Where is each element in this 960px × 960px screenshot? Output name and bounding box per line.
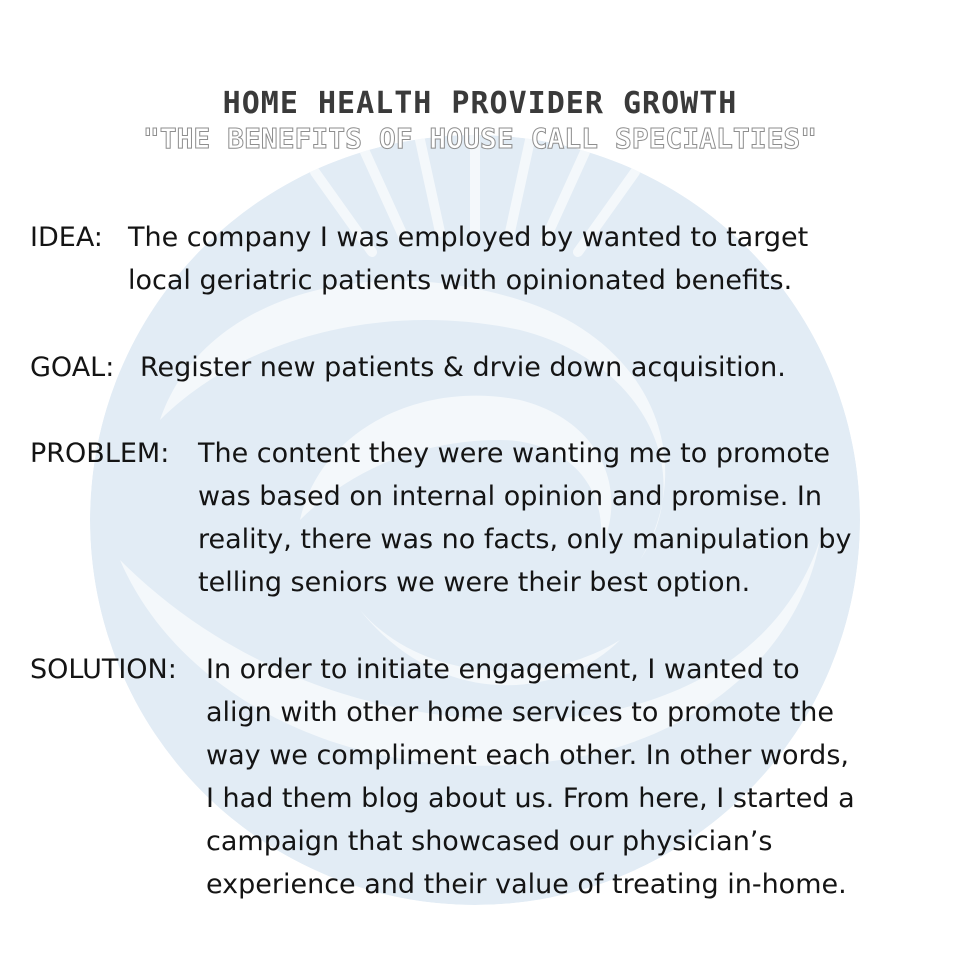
header [0,86,960,156]
section-text-line: The content they were wanting me to promote [198,438,831,469]
section-text-line: align with other home services to promote the [206,697,835,728]
section-text-line: I had them blog about us. From here, I started a [206,783,855,814]
section-idea [30,216,808,302]
section-label-problem: PROBLEM: [30,438,170,469]
section-text-line: Register new patients & drvie down acquisition. [140,352,786,383]
section-label-solution: SOLUTION: [30,654,177,685]
section-solution [30,648,855,906]
section-label-goal: GOAL: [30,352,115,383]
section-goal [30,346,786,389]
section-problem [30,432,851,604]
section-text-line: was based on internal opinion and promise. In [198,481,823,512]
section-label-idea: IDEA: [30,222,103,253]
section-text-line: reality, there was no facts, only manipulation by [198,524,852,555]
section-text-line: campaign that showcased our physician’s [206,826,773,857]
section-text-line: local geriatric patients with opinionated benefits. [128,265,793,296]
section-text-line: In order to initiate engagement, I wanted to [206,654,800,685]
section-text-line: telling seniors we were their best option. [198,567,751,598]
section-text-line: The company I was employed by wanted to target [128,222,809,253]
page-title: HOME HEALTH PROVIDER GROWTH [222,86,738,121]
section-text-line: way we compliment each other. In other words, [206,740,849,771]
section-text-line: experience and their value of treating in-home. [206,869,847,900]
page-subtitle: "THE BENEFITS OF HOUSE CALL SPECIALTIES" [142,122,818,155]
